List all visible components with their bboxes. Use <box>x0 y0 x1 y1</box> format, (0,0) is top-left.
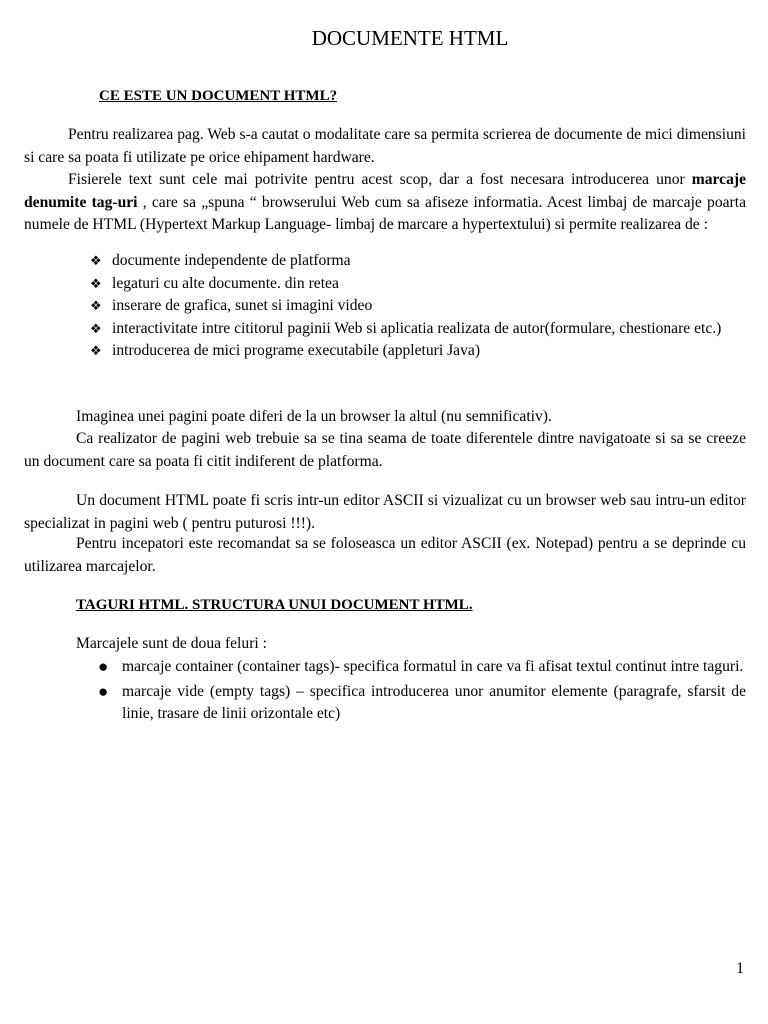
list-item <box>90 340 746 363</box>
list-item <box>90 656 746 679</box>
diamond-bullet-icon: ❖ <box>90 253 102 268</box>
diamond-bullet-icon: ❖ <box>90 343 102 358</box>
page-number: 1 <box>736 960 744 977</box>
capabilities-list <box>90 250 746 363</box>
list-item <box>90 681 746 726</box>
list-item-text: marcaje vide (empty tags) – specifica introducerea unor anumitor elemente (paragrafe, sfarsit de linie, trasare de linii orizontale etc) <box>122 682 746 722</box>
paragraph-beginners: Pentru incepatori este recomandat sa se foloseasca un editor ASCII (ex. Notepad) pentru a se deprinde cu utilizarea marcajelor. <box>24 535 746 575</box>
list-item-text: legaturi cu alte documente. din retea <box>112 274 339 292</box>
list-item-text: inserare de grafica, sunet si imagini video <box>112 297 373 314</box>
document-title: DOCUMENTE HTML <box>311 26 509 50</box>
diamond-bullet-icon: ❖ <box>90 275 102 291</box>
list-item-text: introducerea de mici programe executabile (appleturi Java) <box>112 342 481 359</box>
paragraph-browser-difference: Imaginea unei pagini poate diferi de la un browser la altul (nu semnificativ). <box>76 408 552 425</box>
bold-term-tags: marcaje denumite tag-uri <box>24 171 746 211</box>
round-bullet-icon: ● <box>98 657 109 676</box>
list-item <box>90 250 746 273</box>
paragraph-html-editor: Un document HTML poate fi scris intr-un editor ASCII si vizualizat cu un browser web sau intru-un editor specializat in pagini web ( pentru puturosi !!!). <box>24 492 746 532</box>
diamond-bullet-icon: ❖ <box>90 298 102 313</box>
paragraph-tag-kinds: Marcajele sunt de doua feluri : <box>76 635 267 652</box>
list-item <box>90 295 746 318</box>
paragraph-intro: Pentru realizarea pag. Web s-a cautat o modalitate care sa permita scrierea de documente de mici dimensiuni si care sa poata fi utilizate pe orice ehipament hardware. <box>24 126 746 166</box>
paragraph-text-files-part2: , care sa „spuna “ browserului Web cum sa afiseze informatia. Acest limbaj de marcaje poarta numele de HTML (Hypertext Markup Language- limbaj de marcare a hypertextului) si permite realizarea de : <box>24 193 746 233</box>
list-item-text: documente independente de platforma <box>112 252 351 269</box>
section-heading-what-is-html: CE ESTE UN DOCUMENT HTML? <box>99 88 338 104</box>
diamond-bullet-icon: ❖ <box>90 320 102 336</box>
list-item-text: marcaje container (container tags)- specifica formatul in care va fi afisat textul continut intre taguri. <box>122 658 744 675</box>
paragraph-text-files <box>24 169 746 237</box>
list-item <box>90 273 746 296</box>
tag-types-list <box>90 656 746 728</box>
paragraph-web-author: Ca realizator de pagini web trebuie sa se tina seama de toate diferentele dintre navigatoate si sa se creeze un document care sa poata fi citit indiferent de platforma. <box>24 430 746 470</box>
paragraph-text-files-part1: Fisierele text sunt cele mai potrivite pentru acest scop, dar a fost necesara introducerea unor <box>68 171 692 188</box>
list-item-text: interactivitate intre cititorul paginii Web si aplicatia realizata de autor(formulare, chestionare etc.) <box>112 319 722 337</box>
list-item <box>90 318 746 341</box>
round-bullet-icon: ● <box>98 681 109 701</box>
section-heading-html-tags: TAGURI HTML. STRUCTURA UNUI DOCUMENT HTML. <box>76 597 473 613</box>
